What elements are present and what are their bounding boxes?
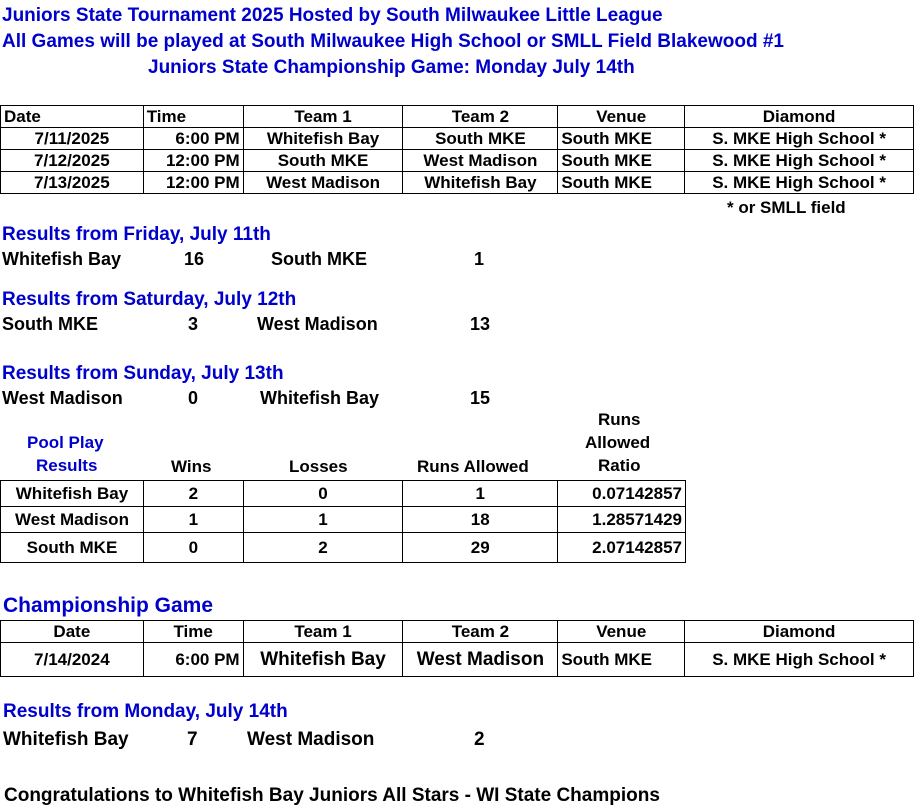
result-score2: 15 <box>470 388 491 408</box>
cell-diamond: S. MKE High School * <box>685 128 914 150</box>
header-line-2: All Games will be played at South Milwaukee High School or SMLL Field Blakewood #1 <box>2 31 784 52</box>
championship-header-row <box>1 621 914 643</box>
pool-ratio: 2.07142857 <box>558 533 686 563</box>
cell-team2: West Madison <box>403 643 558 677</box>
pool-runs-allowed: 1 <box>403 481 558 507</box>
pool-title-1: Pool Play <box>27 433 104 452</box>
result-score2: 13 <box>470 314 491 334</box>
col-header-team2: Team 2 <box>403 621 558 643</box>
result-team2: West Madison <box>247 729 375 750</box>
cell-time: 6:00 PM <box>143 128 243 150</box>
col-header-team1: Team 1 <box>243 106 403 128</box>
cell-date: 7/13/2025 <box>1 172 144 194</box>
result-score1: 7 <box>187 729 198 750</box>
results-saturday-title: Results from Saturday, July 12th <box>2 289 297 310</box>
cell-team1: Whitefish Bay <box>243 128 403 150</box>
col-header-date: Date <box>1 621 144 643</box>
pool-ratio-header-2: Allowed <box>585 433 651 452</box>
result-score1: 3 <box>188 314 199 334</box>
table-row <box>1 128 914 150</box>
result-team1: Whitefish Bay <box>2 249 122 269</box>
pool-team: West Madison <box>1 507 144 533</box>
pool-col-runs-allowed: Runs Allowed <box>417 457 529 476</box>
cell-team2: West Madison <box>403 150 558 172</box>
col-header-venue: Venue <box>558 106 685 128</box>
cell-venue: South MKE <box>558 643 685 677</box>
pool-losses: 0 <box>243 481 403 507</box>
col-header-date: Date <box>1 106 144 128</box>
result-team1: West Madison <box>2 388 123 408</box>
table-row <box>1 643 914 677</box>
result-score2: 1 <box>474 249 485 269</box>
pool-ratio-header-1: Runs <box>598 410 641 429</box>
cell-time: 12:00 PM <box>143 150 243 172</box>
championship-title: Championship Game <box>3 594 214 617</box>
cell-venue: South MKE <box>558 172 685 194</box>
schedule-header-row <box>1 106 914 128</box>
results-friday-title: Results from Friday, July 11th <box>2 224 271 245</box>
header-line-1: Juniors State Tournament 2025 Hosted by South Milwaukee Little League <box>2 5 663 26</box>
schedule-table <box>0 105 914 194</box>
result-score1: 0 <box>188 388 199 408</box>
championship-table <box>0 620 914 677</box>
result-score1: 16 <box>184 249 205 269</box>
cell-team2: South MKE <box>403 128 558 150</box>
result-team1: South MKE <box>2 314 98 334</box>
cell-team1: South MKE <box>243 150 403 172</box>
pool-col-wins: Wins <box>171 457 212 476</box>
col-header-team2: Team 2 <box>403 106 558 128</box>
header-line-3: Juniors State Championship Game: Monday July 14th <box>148 57 635 78</box>
pool-runs-allowed: 18 <box>403 507 558 533</box>
result-team2: West Madison <box>257 314 378 334</box>
cell-team2: Whitefish Bay <box>403 172 558 194</box>
result-team1: Whitefish Bay <box>3 729 129 750</box>
cell-diamond: S. MKE High School * <box>685 172 914 194</box>
cell-diamond: S. MKE High School * <box>685 150 914 172</box>
cell-time: 6:00 PM <box>143 643 243 677</box>
pool-table <box>0 480 686 563</box>
pool-team: Whitefish Bay <box>1 481 144 507</box>
pool-wins: 0 <box>143 533 243 563</box>
table-row <box>1 507 686 533</box>
cell-venue: South MKE <box>558 150 685 172</box>
pool-wins: 2 <box>143 481 243 507</box>
cell-date: 7/12/2025 <box>1 150 144 172</box>
cell-diamond: S. MKE High School * <box>685 643 914 677</box>
pool-ratio: 0.07142857 <box>558 481 686 507</box>
result-team2: Whitefish Bay <box>260 388 380 408</box>
pool-runs-allowed: 29 <box>403 533 558 563</box>
results-sunday-title: Results from Sunday, July 13th <box>2 363 284 384</box>
cell-team1: Whitefish Bay <box>243 643 403 677</box>
pool-wins: 1 <box>143 507 243 533</box>
table-row <box>1 533 686 563</box>
cell-team1: West Madison <box>243 172 403 194</box>
table-row <box>1 150 914 172</box>
schedule-footnote: * or SMLL field <box>727 198 846 217</box>
pool-team: South MKE <box>1 533 144 563</box>
col-header-time: Time <box>143 106 243 128</box>
cell-date: 7/11/2025 <box>1 128 144 150</box>
col-header-venue: Venue <box>558 621 685 643</box>
col-header-diamond: Diamond <box>685 621 914 643</box>
table-row <box>1 481 686 507</box>
result-team2: South MKE <box>271 249 367 269</box>
col-header-team1: Team 1 <box>243 621 403 643</box>
col-header-time: Time <box>143 621 243 643</box>
cell-date: 7/14/2024 <box>1 643 144 677</box>
table-row <box>1 172 914 194</box>
pool-ratio-header-3: Ratio <box>598 456 641 475</box>
pool-losses: 2 <box>243 533 403 563</box>
result-score2: 2 <box>474 729 485 750</box>
pool-losses: 1 <box>243 507 403 533</box>
pool-col-losses: Losses <box>289 457 348 476</box>
congratulations-text: Congratulations to Whitefish Bay Juniors All Stars - WI State Champions <box>4 785 660 806</box>
pool-ratio: 1.28571429 <box>558 507 686 533</box>
pool-title-2: Results <box>36 456 98 475</box>
cell-venue: South MKE <box>558 128 685 150</box>
col-header-diamond: Diamond <box>685 106 914 128</box>
cell-time: 12:00 PM <box>143 172 243 194</box>
results-monday-title: Results from Monday, July 14th <box>3 701 288 722</box>
